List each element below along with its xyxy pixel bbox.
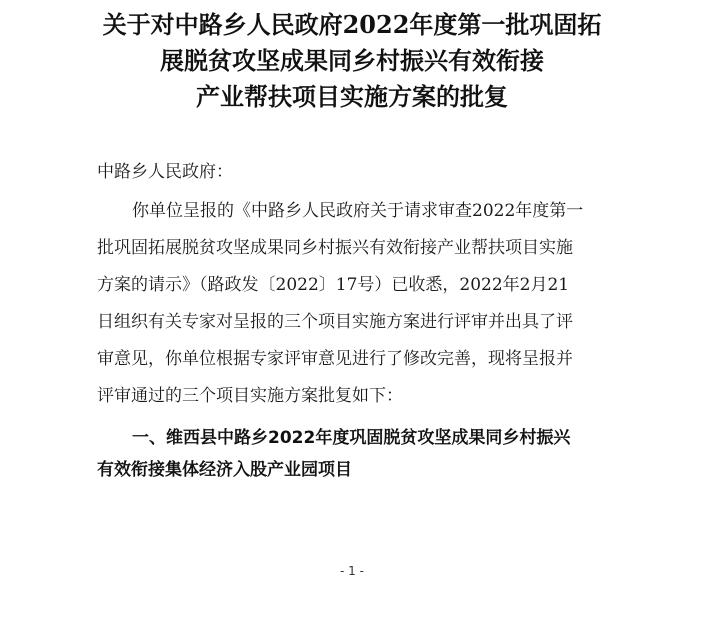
document-title-line-1: 关于对中路乡人民政府2022年度第一批巩固拓: [102, 10, 602, 39]
page-number: - 1 -: [340, 564, 364, 578]
body-line-5: 审意见，你单位根据专家评审意见进行了修改完善，现将呈报并: [97, 349, 573, 369]
document-title-line-2: 展脱贫攻坚成果同乡村振兴有效衔接: [160, 46, 544, 75]
section-heading-line-2: 有效衔接集体经济入股产业园项目: [97, 460, 352, 480]
body-line-4: 日组织有关专家对呈报的三个项目实施方案进行评审并出具了评: [97, 312, 573, 332]
body-line-2: 批巩固拓展脱贫攻坚成果同乡村振兴有效衔接产业帮扶项目实施: [97, 238, 573, 258]
document-title-line-3: 产业帮扶项目实施方案的批复: [196, 82, 508, 111]
body-line-1: 你单位呈报的《中路乡人民政府关于请求审查2022年度第一: [132, 201, 584, 221]
body-line-6: 评审通过的三个项目实施方案批复如下：: [97, 386, 403, 406]
addressee: 中路乡人民政府：: [97, 162, 233, 182]
body-line-3: 方案的请示》（路政发〔2022〕17号）已收悉，2022年2月21: [97, 275, 570, 295]
section-heading-line-1: 一、维西县中路乡2022年度巩固脱贫攻坚成果同乡村振兴: [132, 428, 571, 448]
